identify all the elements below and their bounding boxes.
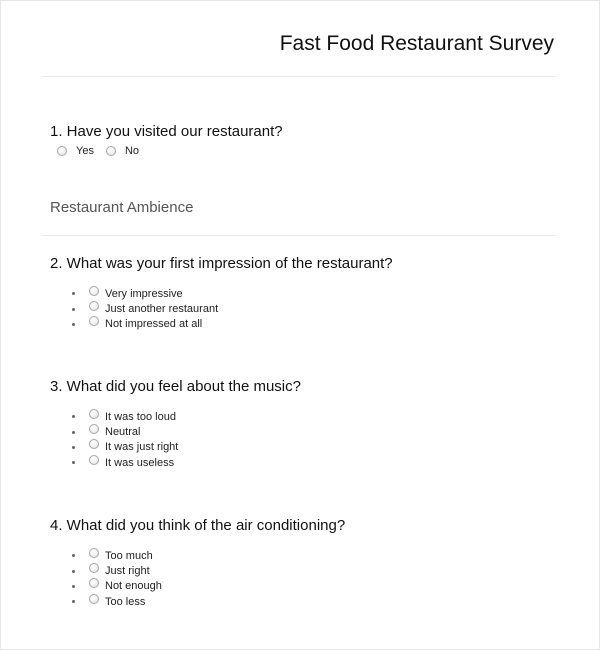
radio-just-right-music[interactable]	[89, 439, 99, 449]
list-item	[72, 286, 218, 301]
section-divider	[42, 235, 557, 236]
list-item	[72, 579, 162, 594]
bullet	[72, 446, 75, 449]
bullet	[72, 431, 75, 434]
option-yes-label: Yes	[76, 145, 94, 157]
list-item	[72, 409, 178, 424]
radio-yes[interactable]	[57, 146, 67, 156]
section-heading: Restaurant Ambience	[50, 199, 194, 216]
option-label: It was just right	[105, 441, 179, 454]
option-label: Too much	[105, 549, 153, 562]
radio-not-impressed[interactable]	[89, 316, 99, 326]
question-3: 3. What did you feel about the music?	[50, 378, 301, 395]
question-2-options	[72, 286, 218, 332]
option-no-label: No	[124, 145, 140, 157]
list-item	[72, 548, 162, 563]
list-item	[72, 317, 218, 332]
list-item	[72, 301, 218, 316]
radio-useless[interactable]	[89, 455, 99, 465]
survey-title: Fast Food Restaurant Survey	[279, 32, 554, 55]
bullet	[72, 308, 75, 311]
bullet	[72, 570, 75, 573]
option-label: Just another restaurant	[105, 303, 219, 316]
radio-too-loud[interactable]	[89, 409, 99, 419]
list-item	[72, 424, 178, 439]
option-label: It was useless	[105, 456, 175, 469]
option-label: It was too loud	[105, 410, 176, 423]
radio-very-impressive[interactable]	[89, 286, 99, 296]
bullet	[72, 600, 75, 603]
radio-just-right-ac[interactable]	[89, 563, 99, 573]
bullet	[72, 585, 75, 588]
radio-neutral[interactable]	[89, 424, 99, 434]
title-divider	[42, 76, 557, 77]
bullet	[72, 415, 75, 418]
radio-not-enough[interactable]	[89, 578, 99, 588]
bullet	[72, 461, 75, 464]
question-1: 1. Have you visited our restaurant?	[50, 123, 283, 140]
option-label: Very impressive	[105, 287, 183, 300]
question-1-options	[57, 145, 151, 157]
option-label: Neutral	[105, 426, 141, 439]
option-label: Too less	[105, 595, 146, 608]
radio-too-much[interactable]	[89, 548, 99, 558]
radio-no[interactable]	[106, 146, 116, 156]
option-label: Not impressed at all	[105, 318, 203, 331]
question-3-options	[72, 409, 178, 471]
option-label: Just right	[105, 565, 150, 578]
question-4: 4. What did you think of the air conditioning?	[50, 517, 346, 534]
question-4-options	[72, 548, 162, 610]
list-item	[72, 594, 162, 609]
bullet	[72, 292, 75, 295]
option-label: Not enough	[105, 580, 162, 593]
radio-too-less[interactable]	[89, 594, 99, 604]
bullet	[72, 554, 75, 557]
list-item	[72, 455, 178, 470]
radio-just-another-restaurant[interactable]	[89, 301, 99, 311]
bullet	[72, 323, 75, 326]
list-item	[72, 563, 162, 578]
question-2: 2. What was your first impression of the restaurant?	[50, 255, 393, 272]
list-item	[72, 440, 178, 455]
